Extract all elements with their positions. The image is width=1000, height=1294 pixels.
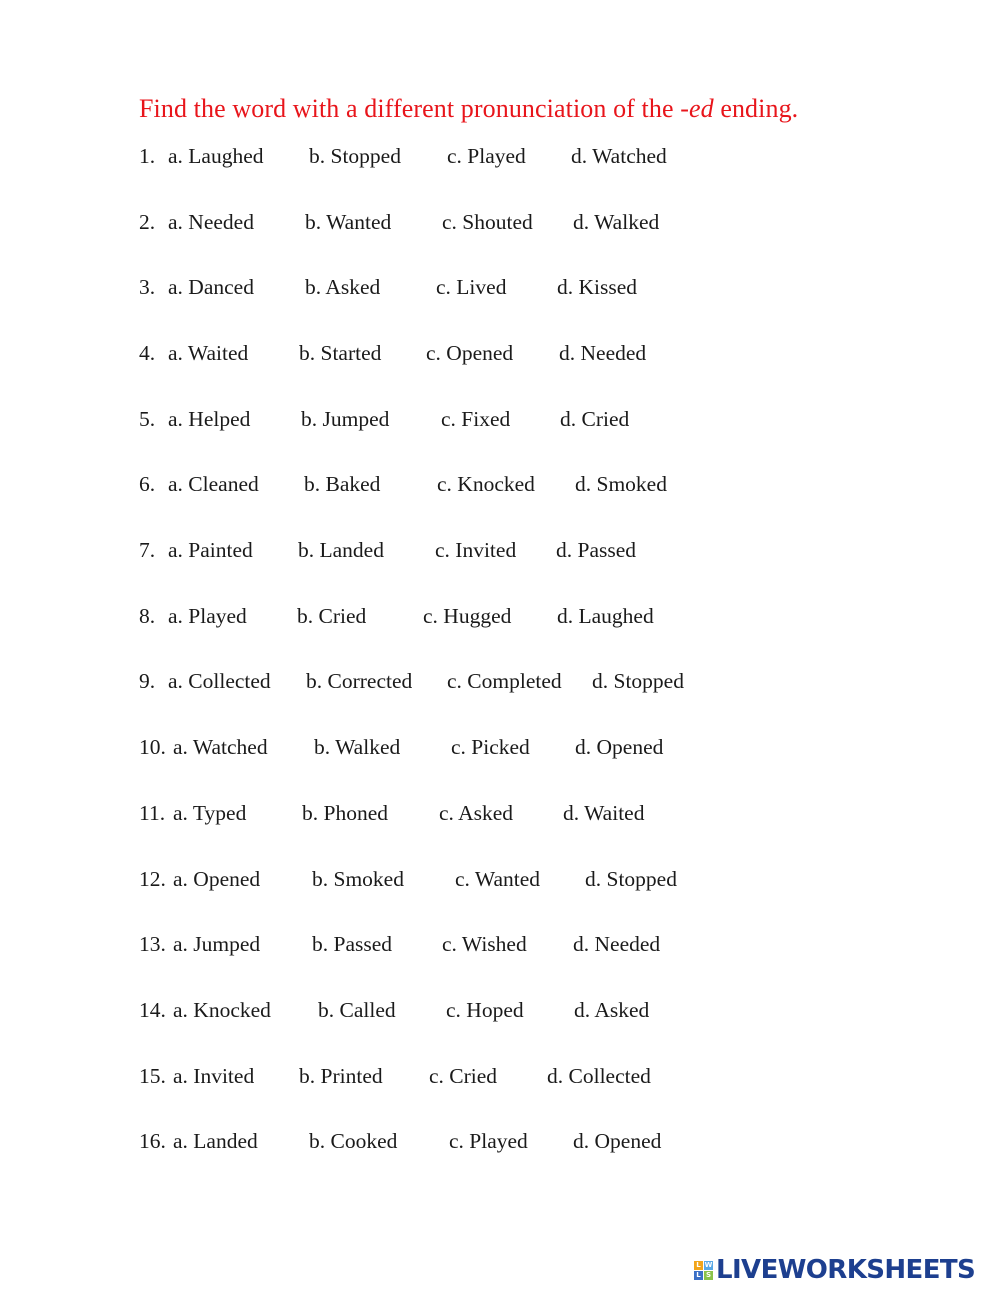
option-b[interactable]: b. Cried: [297, 604, 367, 628]
option-b[interactable]: b. Baked: [304, 472, 381, 496]
option-c[interactable]: c. Lived: [436, 275, 507, 299]
option-d[interactable]: d. Laughed: [557, 604, 654, 628]
option-b[interactable]: b. Landed: [298, 538, 384, 562]
option-c[interactable]: c. Cried: [429, 1064, 498, 1088]
option-a[interactable]: a. Laughed: [168, 144, 264, 168]
option-c[interactable]: c. Shouted: [442, 210, 533, 234]
option-d[interactable]: d. Needed: [559, 341, 647, 365]
option-d[interactable]: d. Passed: [556, 538, 637, 562]
option-d[interactable]: d. Stopped: [585, 867, 677, 891]
option-c[interactable]: c. Played: [447, 144, 526, 168]
option-d[interactable]: d. Needed: [573, 932, 661, 956]
option-d[interactable]: d. Kissed: [557, 275, 638, 299]
option-a[interactable]: a. Typed: [173, 801, 247, 825]
option-a[interactable]: a. Danced: [168, 275, 254, 299]
option-b[interactable]: b. Asked: [305, 275, 381, 299]
option-b[interactable]: b. Stopped: [309, 144, 401, 168]
question-number: 5.: [139, 407, 156, 431]
question-number: 14.: [139, 998, 166, 1022]
option-c[interactable]: c. Fixed: [441, 407, 511, 431]
option-a[interactable]: a. Invited: [173, 1064, 255, 1088]
option-b[interactable]: b. Passed: [312, 932, 393, 956]
question-number: 15.: [139, 1064, 166, 1088]
question-number: 10.: [139, 735, 166, 759]
option-a[interactable]: a. Landed: [173, 1129, 258, 1153]
option-b[interactable]: b. Corrected: [306, 669, 413, 693]
question-number: 12.: [139, 867, 166, 891]
option-c[interactable]: c. Knocked: [437, 472, 535, 496]
question-number: 4.: [139, 341, 156, 365]
question-number: 9.: [139, 669, 156, 693]
option-a[interactable]: a. Watched: [173, 735, 268, 759]
option-a[interactable]: a. Jumped: [173, 932, 261, 956]
option-c[interactable]: c. Invited: [435, 538, 517, 562]
option-c[interactable]: c. Played: [449, 1129, 528, 1153]
option-a[interactable]: a. Cleaned: [168, 472, 259, 496]
option-b[interactable]: b. Walked: [314, 735, 401, 759]
liveworksheets-logo: [694, 1255, 975, 1285]
option-d[interactable]: d. Opened: [573, 1129, 662, 1153]
option-a[interactable]: a. Painted: [168, 538, 253, 562]
question-number: 2.: [139, 210, 156, 234]
option-b[interactable]: b. Started: [299, 341, 382, 365]
option-a[interactable]: a. Waited: [168, 341, 249, 365]
option-a[interactable]: a. Knocked: [173, 998, 271, 1022]
question-number: 16.: [139, 1129, 166, 1153]
option-d[interactable]: d. Collected: [547, 1064, 651, 1088]
option-b[interactable]: b. Printed: [299, 1064, 383, 1088]
option-c[interactable]: c. Completed: [447, 669, 562, 693]
logo-text: LIVEWORKSHEETS: [716, 1255, 976, 1285]
option-c[interactable]: c. Wished: [442, 932, 527, 956]
logo-mark-letter: L: [694, 1271, 703, 1280]
title-text-end: ending.: [713, 94, 799, 123]
option-d[interactable]: d. Stopped: [592, 669, 684, 693]
option-a[interactable]: a. Played: [168, 604, 247, 628]
logo-mark-icon: [694, 1261, 713, 1280]
title-emphasis: -ed: [680, 94, 714, 123]
question-number: 6.: [139, 472, 156, 496]
logo-mark-letter: L: [694, 1261, 703, 1270]
option-b[interactable]: b. Cooked: [309, 1129, 398, 1153]
logo-mark-letter: S: [705, 1270, 712, 1279]
option-d[interactable]: d. Opened: [575, 735, 664, 759]
question-number: 1.: [139, 144, 156, 168]
option-c[interactable]: c. Hugged: [423, 604, 512, 628]
option-a[interactable]: a. Collected: [168, 669, 271, 693]
logo-mark-letter: W: [704, 1260, 713, 1269]
option-c[interactable]: c. Picked: [451, 735, 530, 759]
option-a[interactable]: a. Needed: [168, 210, 254, 234]
option-c[interactable]: c. Asked: [439, 801, 514, 825]
option-c[interactable]: c. Hoped: [446, 998, 524, 1022]
option-d[interactable]: d. Cried: [560, 407, 630, 431]
option-c[interactable]: c. Opened: [426, 341, 514, 365]
option-b[interactable]: b. Smoked: [312, 867, 404, 891]
option-a[interactable]: a. Helped: [168, 407, 251, 431]
title-text: Find the word with a different pronunciation of the: [139, 94, 681, 123]
option-d[interactable]: d. Walked: [573, 210, 660, 234]
option-d[interactable]: d. Smoked: [575, 472, 667, 496]
option-a[interactable]: a. Opened: [173, 867, 261, 891]
option-d[interactable]: d. Waited: [563, 801, 645, 825]
question-number: 7.: [139, 538, 156, 562]
option-d[interactable]: d. Asked: [574, 998, 650, 1022]
worksheet-title: [139, 94, 798, 124]
question-number: 3.: [139, 275, 156, 299]
question-number: 8.: [139, 604, 156, 628]
question-number: 13.: [139, 932, 166, 956]
option-b[interactable]: b. Phoned: [302, 801, 388, 825]
option-d[interactable]: d. Watched: [571, 144, 667, 168]
option-b[interactable]: b. Wanted: [305, 210, 392, 234]
option-c[interactable]: c. Wanted: [455, 867, 541, 891]
option-b[interactable]: b. Called: [318, 998, 396, 1022]
option-b[interactable]: b. Jumped: [301, 407, 390, 431]
question-number: 11.: [139, 801, 166, 825]
